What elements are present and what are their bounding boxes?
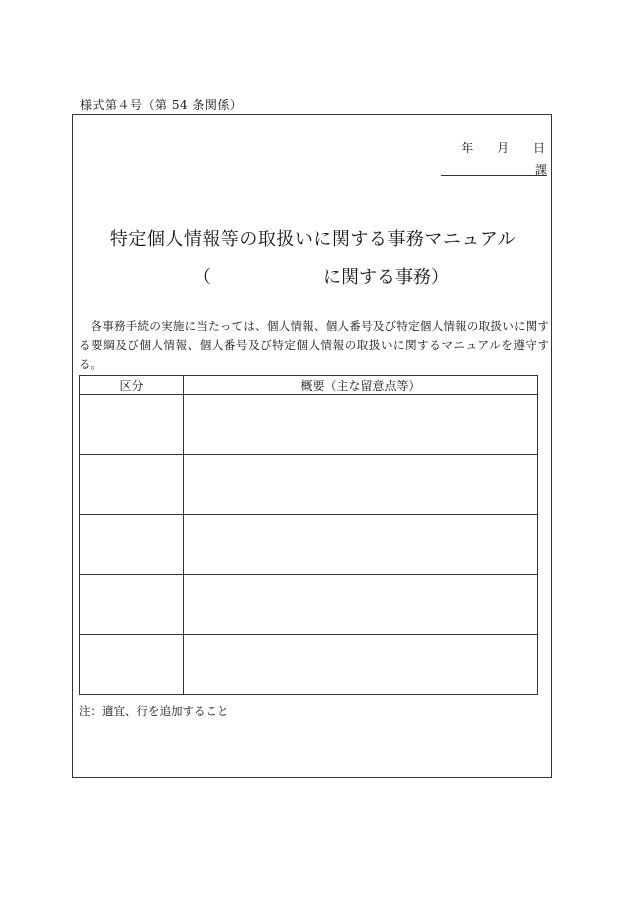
category-cell[interactable] <box>80 635 184 695</box>
day-label: 日 <box>532 141 545 155</box>
overview-cell[interactable] <box>184 515 538 575</box>
category-cell[interactable] <box>80 395 184 455</box>
subtitle-open-paren: （ <box>193 267 211 288</box>
table-row <box>80 455 538 515</box>
date-line <box>441 139 545 156</box>
department-label: 課 <box>534 163 547 177</box>
intro-paragraph: 各事務手続の実施に当たっては、個人情報、個人番号及び特定個人情報の取扱いに関する要綱及び個人情報、個人番号及び特定個人情報の取扱いに関するマニュアルを遵守する。 <box>79 319 549 371</box>
table-row <box>80 395 538 455</box>
overview-cell[interactable] <box>184 575 538 635</box>
form-number: 様式第４号（第 54 条関係） <box>80 98 243 112</box>
summary-table <box>79 375 538 695</box>
footnote: 注：適宜、行を追加すること <box>79 704 229 718</box>
subtitle-text: に関する事務） <box>323 267 449 288</box>
column-header-category: 区分 <box>80 376 184 395</box>
document-subtitle <box>193 263 449 289</box>
category-cell[interactable] <box>80 515 184 575</box>
overview-cell[interactable] <box>184 455 538 515</box>
overview-cell[interactable] <box>184 635 538 695</box>
form-frame <box>72 114 552 778</box>
document-title: 特定個人情報等の取扱いに関する事務マニュアル <box>109 229 517 250</box>
table-row <box>80 515 538 575</box>
overview-cell[interactable] <box>184 395 538 455</box>
column-header-overview: 概要（主な留意点等） <box>184 376 538 395</box>
table-row <box>80 635 538 695</box>
table-header-row <box>80 376 538 395</box>
category-cell[interactable] <box>80 455 184 515</box>
table-row <box>80 575 538 635</box>
category-cell[interactable] <box>80 575 184 635</box>
department-field[interactable] <box>441 161 547 176</box>
month-label: 月 <box>497 141 510 155</box>
year-label: 年 <box>461 141 474 155</box>
